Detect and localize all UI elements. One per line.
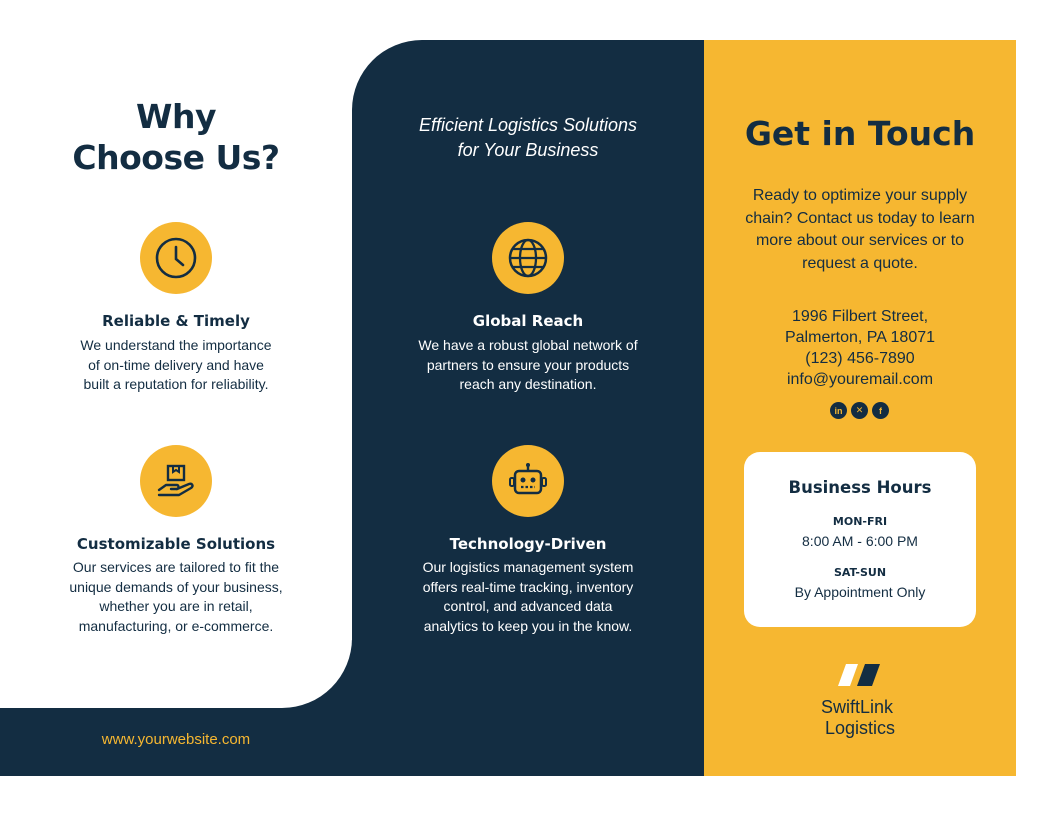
text-line: Ready to optimize your supply (752, 187, 968, 204)
feature-title-tech: Technology-Driven (449, 535, 607, 553)
text-line: analytics to keep you in the know. (423, 617, 633, 634)
text-line: manufacturing, or e-commerce. (78, 617, 274, 634)
text-line: built a reputation for reliability. (83, 376, 269, 392)
robot-icon (492, 445, 564, 517)
website-link[interactable]: www.yourwebsite.com (101, 731, 251, 748)
address-line-1: 1996 Filbert Street, (791, 308, 929, 325)
business-hours-title: Business Hours (788, 478, 932, 497)
get-in-touch-title: Get in Touch (744, 114, 976, 153)
feature-title-global: Global Reach (472, 312, 584, 330)
text-line: offers real-time tracking, inventory (422, 578, 634, 595)
text-line: reach any destination. (459, 376, 597, 392)
weekday-hours: 8:00 AM - 6:00 PM (802, 533, 918, 549)
contact-intro (704, 185, 1016, 275)
text-line: We understand the importance (80, 337, 272, 353)
title-line-2: Choose Us? (72, 138, 280, 177)
facebook-icon[interactable]: f (872, 402, 889, 419)
text-line: chain? Contact us today to learn (745, 209, 975, 227)
logo-line-2: Logistics (824, 718, 896, 738)
x-icon[interactable]: ✕ (851, 402, 868, 419)
text-line: partners to ensure your products (426, 356, 630, 373)
text-line: whether you are in retail, (99, 598, 253, 614)
text-line: Our services are tailored to fit the (72, 559, 280, 575)
weekend-hours: By Appointment Only (794, 584, 926, 600)
tagline-line-1: Efficient Logistics Solutions (418, 115, 638, 135)
feature-title-reliable: Reliable & Timely (102, 312, 250, 330)
tagline (352, 113, 704, 163)
feature-text-reliable (0, 336, 352, 395)
feature-title-custom: Customizable Solutions (76, 535, 276, 553)
linkedin-icon[interactable]: in (830, 402, 847, 419)
email-address[interactable]: info@youremail.com (786, 371, 934, 388)
text-line: Our logistics management system (422, 559, 634, 575)
text-line: of on-time delivery and have (88, 356, 264, 373)
weekday-label: MON-FRI (832, 515, 888, 528)
clock-icon (140, 222, 212, 294)
tagline-line-2: for Your Business (457, 140, 599, 160)
business-hours-card (744, 452, 976, 627)
text-line: request a quote. (802, 254, 918, 272)
hand-box-icon (140, 445, 212, 517)
weekend-label: SAT-SUN (833, 566, 887, 579)
contact-details (704, 306, 1016, 390)
feature-text-global (352, 336, 704, 395)
logo-mark (838, 664, 882, 686)
text-line: control, and advanced data (443, 598, 613, 614)
text-line: more about our services or to (755, 232, 965, 249)
feature-text-tech (352, 558, 704, 636)
page-title (0, 96, 352, 178)
text-line: unique demands of your business, (69, 578, 283, 595)
phone-number[interactable]: (123) 456-7890 (805, 350, 915, 367)
address-line-2: Palmerton, PA 18071 (784, 329, 936, 346)
text-line: We have a robust global network of (418, 337, 638, 353)
company-name (704, 697, 1016, 739)
feature-text-custom (0, 558, 352, 636)
title-line-1: Why (136, 97, 216, 136)
logo-line-1: SwiftLink (820, 697, 894, 717)
globe-icon (492, 222, 564, 294)
